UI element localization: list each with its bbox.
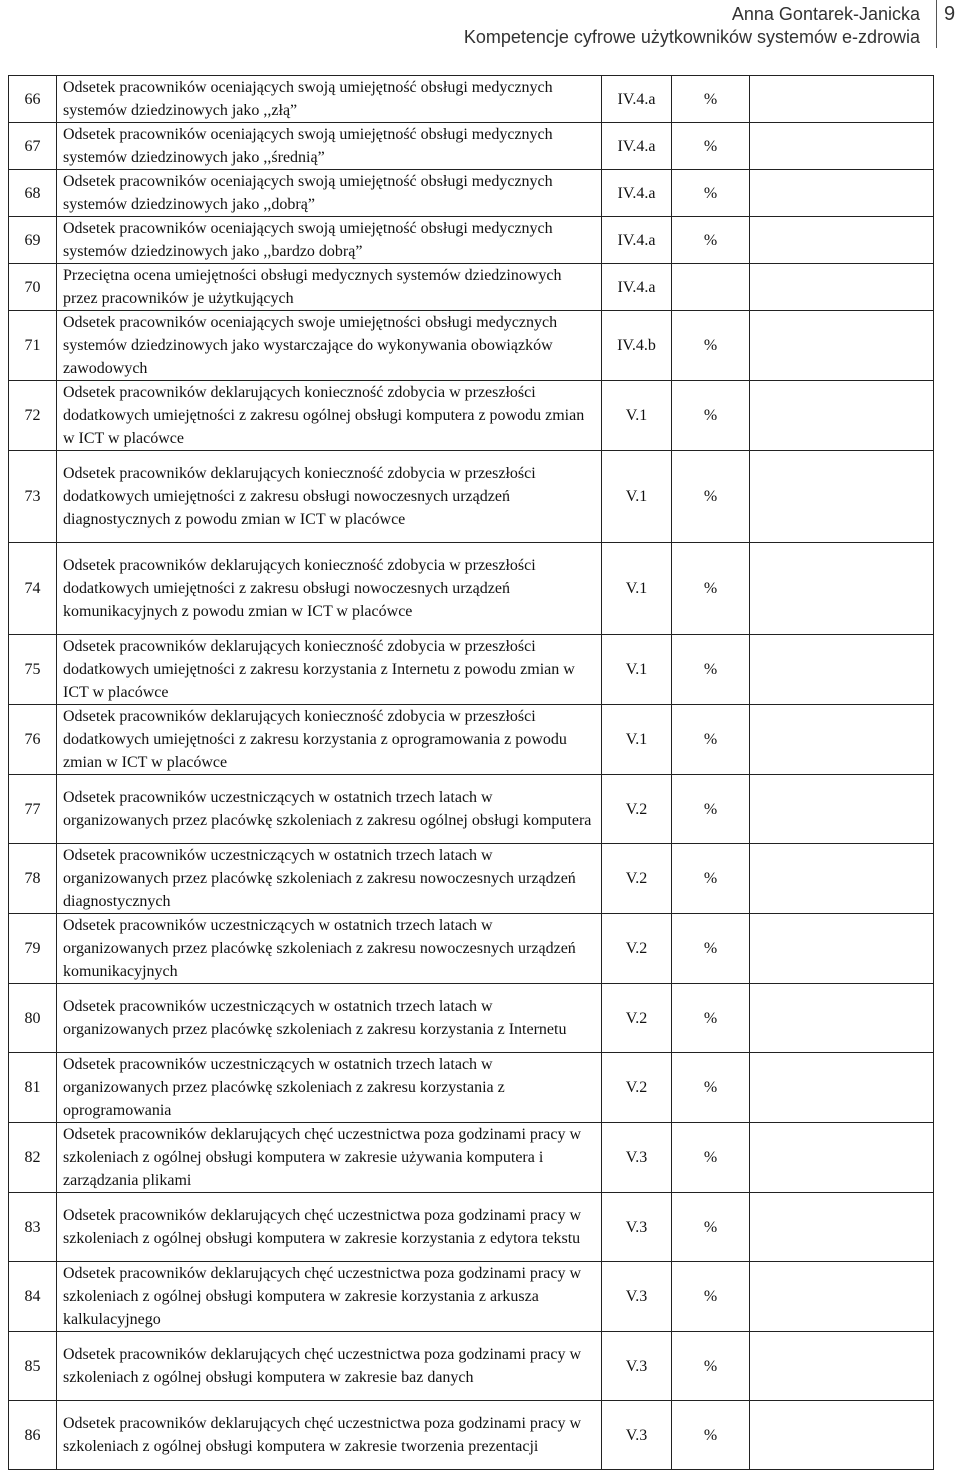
row-code: IV.4.a bbox=[602, 170, 672, 217]
row-code: V.2 bbox=[602, 984, 672, 1053]
row-value-cell bbox=[750, 1193, 934, 1262]
row-value-cell bbox=[750, 775, 934, 844]
row-description: Odsetek pracowników oceniających swoją umiejętność obsługi medycznych systemów dziedzinowych jako ,,bardzo dobrą” bbox=[57, 217, 602, 264]
row-unit: % bbox=[672, 451, 750, 543]
row-description: Odsetek pracowników uczestniczących w ostatnich trzech latach w organizowanych przez placówkę szkoleniach z zakresu ogólnej obsługi komputera bbox=[57, 775, 602, 844]
row-code: V.1 bbox=[602, 705, 672, 775]
row-value-cell bbox=[750, 705, 934, 775]
row-description: Odsetek pracowników deklarujących chęć uczestnictwa poza godzinami pracy w szkoleniach z ogólnej obsługi komputera w zakresie korzystania z edytora tekstu bbox=[57, 1193, 602, 1262]
table-row bbox=[9, 76, 934, 123]
page-header bbox=[464, 0, 920, 49]
row-description: Odsetek pracowników oceniających swoją umiejętność obsługi medycznych systemów dziedzinowych jako ,,średnią” bbox=[57, 123, 602, 170]
row-value-cell bbox=[750, 76, 934, 123]
row-number: 67 bbox=[9, 123, 57, 170]
row-code: V.2 bbox=[602, 1053, 672, 1123]
table-row bbox=[9, 451, 934, 543]
row-number: 85 bbox=[9, 1332, 57, 1401]
table-row bbox=[9, 984, 934, 1053]
row-description: Odsetek pracowników uczestniczących w ostatnich trzech latach w organizowanych przez placówkę szkoleniach z zakresu korzystania z oprogramowania bbox=[57, 1053, 602, 1123]
row-value-cell bbox=[750, 635, 934, 705]
row-number: 70 bbox=[9, 264, 57, 311]
row-unit bbox=[672, 264, 750, 311]
row-value-cell bbox=[750, 264, 934, 311]
row-code: V.3 bbox=[602, 1123, 672, 1193]
table-row bbox=[9, 914, 934, 984]
row-unit: % bbox=[672, 775, 750, 844]
row-description: Odsetek pracowników oceniających swoje umiejętności obsługi medycznych systemów dziedzinowych jako wystarczające do wykonywania obowiązków zawodowych bbox=[57, 311, 602, 381]
table-row bbox=[9, 635, 934, 705]
row-code: V.2 bbox=[602, 914, 672, 984]
row-number: 79 bbox=[9, 914, 57, 984]
row-value-cell bbox=[750, 1401, 934, 1470]
row-value-cell bbox=[750, 984, 934, 1053]
row-code: V.3 bbox=[602, 1193, 672, 1262]
row-number: 84 bbox=[9, 1262, 57, 1332]
row-number: 82 bbox=[9, 1123, 57, 1193]
row-code: V.3 bbox=[602, 1401, 672, 1470]
row-code: V.1 bbox=[602, 635, 672, 705]
row-description: Odsetek pracowników uczestniczących w ostatnich trzech latach w organizowanych przez placówkę szkoleniach z zakresu korzystania z Internetu bbox=[57, 984, 602, 1053]
indicator-table bbox=[8, 75, 934, 1470]
row-unit: % bbox=[672, 1332, 750, 1401]
row-code: IV.4.b bbox=[602, 311, 672, 381]
table-row bbox=[9, 1193, 934, 1262]
table-row bbox=[9, 170, 934, 217]
row-value-cell bbox=[750, 844, 934, 914]
row-number: 78 bbox=[9, 844, 57, 914]
table-row bbox=[9, 381, 934, 451]
row-value-cell bbox=[750, 311, 934, 381]
row-unit: % bbox=[672, 1123, 750, 1193]
header-divider bbox=[936, 0, 937, 48]
row-description: Odsetek pracowników deklarujących chęć uczestnictwa poza godzinami pracy w szkoleniach z ogólnej obsługi komputera w zakresie korzystania z arkusza kalkulacyjnego bbox=[57, 1262, 602, 1332]
row-description: Odsetek pracowników uczestniczących w ostatnich trzech latach w organizowanych przez placówkę szkoleniach z zakresu nowoczesnych urządzeń komunikacyjnych bbox=[57, 914, 602, 984]
row-number: 71 bbox=[9, 311, 57, 381]
row-number: 81 bbox=[9, 1053, 57, 1123]
table-row bbox=[9, 705, 934, 775]
table-row bbox=[9, 775, 934, 844]
row-description: Odsetek pracowników deklarujących konieczność zdobycia w przeszłości dodatkowych umiejętności z zakresu obsługi nowoczesnych urządzeń komunikacyjnych z powodu zmian w ICT w placówce bbox=[57, 543, 602, 635]
row-code: V.2 bbox=[602, 844, 672, 914]
row-number: 76 bbox=[9, 705, 57, 775]
row-code: V.3 bbox=[602, 1332, 672, 1401]
row-number: 72 bbox=[9, 381, 57, 451]
table-row bbox=[9, 844, 934, 914]
row-code: IV.4.a bbox=[602, 76, 672, 123]
table-row bbox=[9, 217, 934, 264]
row-value-cell bbox=[750, 381, 934, 451]
row-code: V.1 bbox=[602, 543, 672, 635]
row-value-cell bbox=[750, 914, 934, 984]
row-code: IV.4.a bbox=[602, 217, 672, 264]
row-value-cell bbox=[750, 1123, 934, 1193]
row-unit: % bbox=[672, 984, 750, 1053]
row-unit: % bbox=[672, 311, 750, 381]
table-row bbox=[9, 264, 934, 311]
row-value-cell bbox=[750, 1262, 934, 1332]
row-value-cell bbox=[750, 1332, 934, 1401]
row-number: 66 bbox=[9, 76, 57, 123]
row-unit: % bbox=[672, 217, 750, 264]
row-unit: % bbox=[672, 1262, 750, 1332]
table-row bbox=[9, 543, 934, 635]
row-value-cell bbox=[750, 217, 934, 264]
row-unit: % bbox=[672, 170, 750, 217]
table-row bbox=[9, 1123, 934, 1193]
row-unit: % bbox=[672, 844, 750, 914]
row-description: Odsetek pracowników deklarujących chęć uczestnictwa poza godzinami pracy w szkoleniach z ogólnej obsługi komputera w zakresie baz danych bbox=[57, 1332, 602, 1401]
row-description: Odsetek pracowników deklarujących chęć uczestnictwa poza godzinami pracy w szkoleniach z ogólnej obsługi komputera w zakresie tworzenia prezentacji bbox=[57, 1401, 602, 1470]
row-description: Odsetek pracowników uczestniczących w ostatnich trzech latach w organizowanych przez placówkę szkoleniach z zakresu nowoczesnych urządzeń diagnostycznych bbox=[57, 844, 602, 914]
row-number: 69 bbox=[9, 217, 57, 264]
row-value-cell bbox=[750, 123, 934, 170]
row-number: 68 bbox=[9, 170, 57, 217]
row-value-cell bbox=[750, 451, 934, 543]
header-title: Kompetencje cyfrowe użytkowników systemów e-zdrowia bbox=[463, 27, 920, 47]
row-number: 77 bbox=[9, 775, 57, 844]
row-unit: % bbox=[672, 123, 750, 170]
row-description: Odsetek pracowników oceniających swoją umiejętność obsługi medycznych systemów dziedzinowych jako ,,dobrą” bbox=[57, 170, 602, 217]
row-number: 74 bbox=[9, 543, 57, 635]
row-unit: % bbox=[672, 635, 750, 705]
row-unit: % bbox=[672, 381, 750, 451]
row-code: IV.4.a bbox=[602, 123, 672, 170]
row-description: Odsetek pracowników deklarujących konieczność zdobycia w przeszłości dodatkowych umiejętności z zakresu ogólnej obsługi komputera z powodu zmian w ICT w placówce bbox=[57, 381, 602, 451]
row-unit: % bbox=[672, 1053, 750, 1123]
row-unit: % bbox=[672, 914, 750, 984]
header-author: Anna Gontarek-Janicka bbox=[731, 4, 920, 24]
row-description: Przeciętna ocena umiejętności obsługi medycznych systemów dziedzinowych przez pracowników je użytkujących bbox=[57, 264, 602, 311]
row-number: 86 bbox=[9, 1401, 57, 1470]
row-description: Odsetek pracowników deklarujących konieczność zdobycia w przeszłości dodatkowych umiejętności z zakresu korzystania z Internetu z powodu zmian w ICT w placówce bbox=[57, 635, 602, 705]
row-value-cell bbox=[750, 1053, 934, 1123]
row-description: Odsetek pracowników deklarujących chęć uczestnictwa poza godzinami pracy w szkoleniach z ogólnej obsługi komputera w zakresie używania komputera i zarządzania plikami bbox=[57, 1123, 602, 1193]
row-code: V.1 bbox=[602, 381, 672, 451]
row-code: V.2 bbox=[602, 775, 672, 844]
table-row bbox=[9, 311, 934, 381]
table-row bbox=[9, 123, 934, 170]
row-description: Odsetek pracowników deklarujących konieczność zdobycia w przeszłości dodatkowych umiejętności z zakresu korzystania z oprogramowania z powodu zmian w ICT w placówce bbox=[57, 705, 602, 775]
table-row bbox=[9, 1262, 934, 1332]
row-value-cell bbox=[750, 170, 934, 217]
row-value-cell bbox=[750, 543, 934, 635]
table-row bbox=[9, 1053, 934, 1123]
row-unit: % bbox=[672, 543, 750, 635]
table-row bbox=[9, 1401, 934, 1470]
row-unit: % bbox=[672, 76, 750, 123]
row-description: Odsetek pracowników oceniających swoją umiejętność obsługi medycznych systemów dziedzinowych jako ,,złą” bbox=[57, 76, 602, 123]
table-row bbox=[9, 1332, 934, 1401]
row-description: Odsetek pracowników deklarujących konieczność zdobycia w przeszłości dodatkowych umiejętności z zakresu obsługi nowoczesnych urządzeń diagnostycznych z powodu zmian w ICT w placówce bbox=[57, 451, 602, 543]
row-number: 83 bbox=[9, 1193, 57, 1262]
row-code: V.1 bbox=[602, 451, 672, 543]
row-unit: % bbox=[672, 1193, 750, 1262]
row-code: IV.4.a bbox=[602, 264, 672, 311]
row-unit: % bbox=[672, 1401, 750, 1470]
row-code: V.3 bbox=[602, 1262, 672, 1332]
row-number: 73 bbox=[9, 451, 57, 543]
row-number: 80 bbox=[9, 984, 57, 1053]
row-number: 75 bbox=[9, 635, 57, 705]
row-unit: % bbox=[672, 705, 750, 775]
page-number: 9 bbox=[944, 3, 956, 25]
